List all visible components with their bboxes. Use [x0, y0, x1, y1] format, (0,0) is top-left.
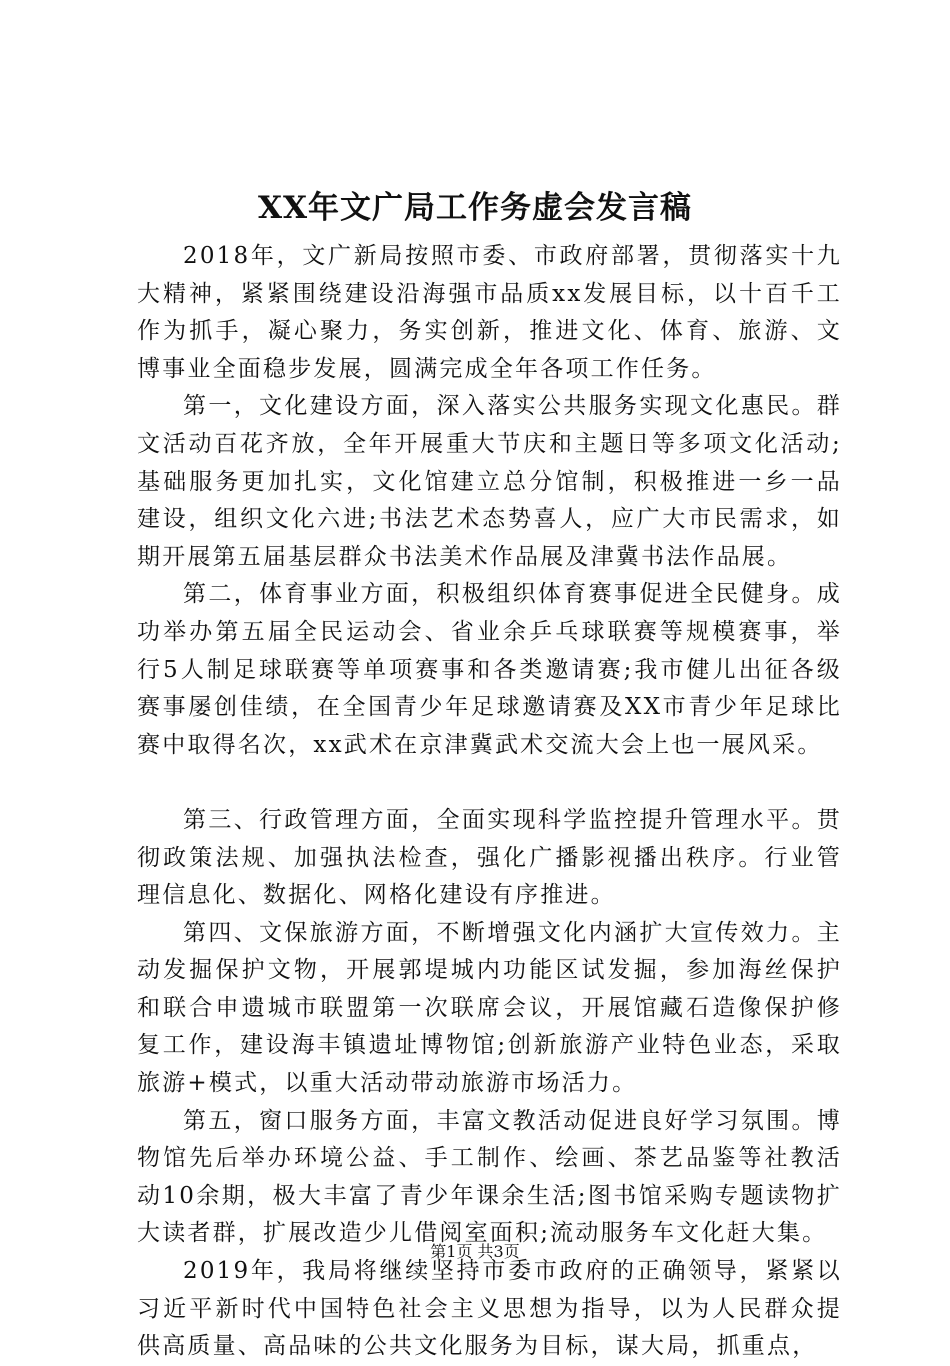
page-number-footer: 第1页 共3页: [430, 1242, 520, 1261]
paragraph-window-service: 第五，窗口服务方面，丰富文教活动促进良好学习氛围。博物馆先后举办环境公益、手工制作、绘画、茶艺品鉴等社教活动10余期，极大丰富了青少年课余生活;图书馆采购专题读物扩大读者群，扩展改造少儿借阅室面积;流动服务车文化赶大集。: [137, 1107, 842, 1247]
paragraph-heritage-tourism: 第四、文保旅游方面，不断增强文化内涵扩大宣传效力。主动发掘保护文物，开展郭堤城内功能区试发掘，参加海丝保护和联合申遗城市联盟第一次联席会议，开展馆藏石造像保护修复工作，建设海丰镇遗址博物馆;创新旅游产业特色业态，采取旅游+模式，以重大活动带动旅游市场活力。: [137, 919, 842, 1097]
paragraph-intro: 2018年，文广新局按照市委、市政府部署，贯彻落实十九大精神，紧紧围绕建设沿海强市品质xx发展目标，以十百千工作为抓手，凝心聚力，务实创新，推进文化、体育、旅游、文博事业全面稳步发展，圆满完成全年各项工作任务。: [137, 243, 842, 382]
paragraph-2019-plan: 2019年，我局将继续坚持市委市政府的正确领导，紧紧以习近平新时代中国特色社会主义思想为指导，以为人民群众提供高质量、高品味的公共文化服务为目标，谋大局，抓重点，: [137, 1258, 842, 1360]
paragraph-sports: 第二，体育事业方面，积极组织体育赛事促进全民健身。成功举办第五届全民运动会、省业余乒乓球联赛等规模赛事，举行5人制足球联赛等单项赛事和各类邀请赛;我市健儿出征各级赛事屡创佳绩，在全国青少年足球邀请赛及XX市青少年足球比赛中取得名次，xx武术在京津冀武术交流大会上也一展风采。: [137, 581, 842, 758]
document-body: [137, 238, 842, 1366]
paragraph-culture: 第一，文化建设方面，深入落实公共服务实现文化惠民。群文活动百花齐放，全年开展重大节庆和主题日等多项文化活动;基础服务更加扎实，文化馆建立总分馆制，积极推进一乡一品建设，组织文化六进;书法艺术态势喜人，应广大市民需求，如期开展第五届基层群众书法美术作品展及津冀书法作品展。: [137, 393, 842, 570]
document-title: XX年文广局工作务虚会发言稿: [257, 190, 693, 226]
paragraph-administration: 第三、行政管理方面，全面实现科学监控提升管理水平。贯彻政策法规、加强执法检查，强化广播影视播出秩序。行业管理信息化、数据化、网格化建设有序推进。: [137, 806, 842, 909]
